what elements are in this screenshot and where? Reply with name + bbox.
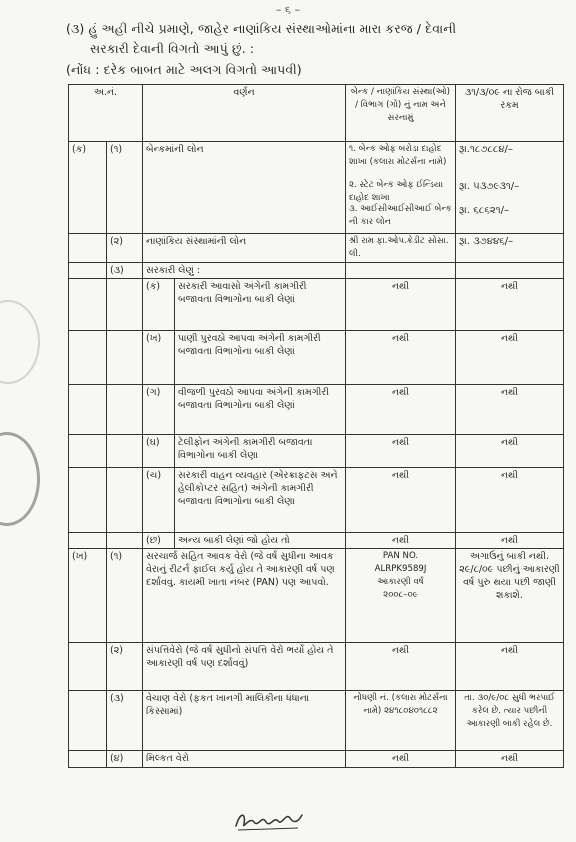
row-institution: શ્રી રામ ફા.ઓપ.ક્રેડીટ સોસા. લી. <box>346 234 456 263</box>
row-letter: (ખ) <box>143 331 175 385</box>
bank-entry-2: ૨. સ્ટેટ બેન્ક ઓફ ઈન્ડિયા દાહોદ શાખા <box>349 180 444 203</box>
row-description: સરકારી લેણું : <box>143 263 346 279</box>
table-row <box>69 142 564 234</box>
row-description: સરચાર્જ સહિત આવક વેરો (જે વર્ષ સુધીના આવક વેરાનું રીટર્ન ફાઈલ કર્યુ હોય તે આકારણી વર્ષ પણ દર્શાવવુ. કાયમી ખાતા નંબર (PAN) પણ આપવો. <box>143 549 346 643</box>
bank-amount-3: રૂા. ૬૮૬૨૧/– <box>459 205 509 216</box>
row-letter: (ચ) <box>143 468 175 533</box>
table-row <box>69 385 564 435</box>
row-letter: (ગ) <box>143 385 175 435</box>
row-institution: નોંધણી નં. (કલારા મોટર્સના નામે) ૨૪૧૮૦૪૦૧૮૮૨ <box>346 691 456 751</box>
row-description: ટેલીફોન અંગેની કામગીરી બજાવતા વિભાગોના બાકી લેણા <box>175 435 346 468</box>
row-letter: (છ) <box>143 533 175 549</box>
section-note: (નોંધ : દરેક બાબત માટે અલગ વિગતો આપવી) <box>66 62 302 77</box>
row-description: સરકારી વાહન વ્યવહાર (એરક્રાફટસ અને હેલીકોપ્ટર સહિત) અંગેની કામગીરી બજાવતા વિભાગોના બાકી લેણા <box>175 468 346 533</box>
row-balance <box>456 142 564 234</box>
row-description: મિલ્કત વેરો <box>143 751 346 768</box>
row-number: (૨) <box>107 643 143 691</box>
row-description: પાણી પુરવઠો આપવા અંગેની કામગીરી બજાવતા વિભાગોના બાકી લેણાં <box>175 331 346 385</box>
row-description: નાણાંકિય સંસ્થામાંની લોન <box>143 234 346 263</box>
row-balance: રૂા. ૩૭૪૪૬/– <box>456 234 564 263</box>
header-description: વર્ણન <box>143 85 346 142</box>
row-description: વેચાણ વેરો (ફકત ખાનગી માલિકીના ધંધાના કિસ્સામાં) <box>143 691 346 751</box>
table-row <box>69 643 564 691</box>
row-number: (૧) <box>107 142 143 234</box>
row-letter: (ક) <box>143 279 175 331</box>
bank-amount-1: રૂા.૧૮૭૮૮૪/– <box>459 144 513 155</box>
table-row <box>69 468 564 533</box>
bank-entry-1: ૧. બેન્ક ઓફ બરોડા દાહોદ શાખા (કલારા મોટર્સના નામે) <box>349 144 447 167</box>
table-row <box>69 533 564 549</box>
row-institution: નથી <box>346 435 456 468</box>
bank-amount-2: રૂા. ૫૩૭૯૩૧/– <box>459 181 520 192</box>
row-letter: (ઘ) <box>143 435 175 468</box>
row-institution: નથી <box>346 331 456 385</box>
seal-mark <box>0 432 40 526</box>
assessment-year: ૨૦૦૮–૦૯ <box>383 590 418 600</box>
table-row <box>69 691 564 751</box>
section-heading-line1: (૩) હું અહી નીચે પ્રમાણે, જાહેર નાણાંકિય સંસ્થાઓમાંના મારા કરજ / દેવાની <box>66 21 457 36</box>
row-balance: નથી <box>456 533 564 549</box>
liabilities-table <box>68 84 564 768</box>
row-balance: નથી <box>456 279 564 331</box>
pan-label: PAN NO. <box>382 551 419 561</box>
table-row <box>69 549 564 643</box>
row-institution: નથી <box>346 643 456 691</box>
row-description: અન્ય બાકી લેણાં જો હોય તો <box>175 533 346 549</box>
header-sr: અ.નં. <box>69 85 143 142</box>
table-row <box>69 331 564 385</box>
row-balance: તા. ૩૦/૯/૦૮ સુધી ભરપાઈ કરેલ છે. ત્યાર પછીની આકારણી બાકી રહેલ છે. <box>456 691 564 751</box>
row-institution <box>346 549 456 643</box>
row-description: સરકારી આવાસો અંગેની કામગીરી બજાવતા વિભાગોના બાકી લેણાં <box>175 279 346 331</box>
row-balance: નથી <box>456 468 564 533</box>
table-row <box>69 234 564 263</box>
row-description: સંપત્તિવેરો (જે વર્ષ સુધીનો સંપત્તિ વેરો ભર્યો હોય તે આકારણી વર્ષ પણ દર્શાવવું) <box>143 643 346 691</box>
row-number: (૧) <box>107 549 143 643</box>
row-description: બેન્કમાંની લોન <box>143 142 346 234</box>
header-institution: બેન્ક / નાણાંકિય સંસ્થા(ઓ) / વિભાગ (ગો) નું નામ અને સરનામું <box>346 85 456 142</box>
bank-entry-3: ૩. આઈસીઆઈસીઆઈ બેન્ક ની કાર લોન <box>349 204 452 227</box>
table-row <box>69 263 564 279</box>
row-number: (૨) <box>107 234 143 263</box>
section-heading-line2: સરકારી દેવાની વિગતો આપું છું. : <box>90 41 255 56</box>
page-number: – ૬ – <box>275 3 301 16</box>
row-description: વીજળી પુરવઠો આપવા અંગેની કામગીરી બજાવતા વિભાગોના બાકી લેણાં <box>175 385 346 435</box>
row-balance: નથી <box>456 643 564 691</box>
row-balance: નથી <box>456 331 564 385</box>
row-balance: નથી <box>456 751 564 768</box>
row-balance: અગાઉનું બાકી નથી. ૨૯/૮/૦૯ પછીનું આકારણી વર્ષ પુરુ થયા પછી જાણી શકાશે. <box>456 549 564 643</box>
signature-image <box>232 806 304 834</box>
row-institution: નથી <box>346 533 456 549</box>
table-row <box>69 751 564 768</box>
row-number: (૩) <box>107 691 143 751</box>
row-letter: (ક) <box>69 142 107 234</box>
table-row <box>69 435 564 468</box>
pan-number: ALRPK9589J <box>374 564 427 574</box>
assessment-year-label: આકારણી વર્ષ <box>377 577 424 587</box>
row-letter: (ખ) <box>69 549 107 643</box>
row-institution: નથી <box>346 751 456 768</box>
stamp-mark <box>0 300 40 384</box>
row-balance: નથી <box>456 435 564 468</box>
header-balance: ૩૧/૩/૦૯ ના રોજ બાકી રકમ <box>456 85 564 142</box>
row-institution <box>346 142 456 234</box>
row-balance: નથી <box>456 385 564 435</box>
row-number: (૪) <box>107 751 143 768</box>
table-row <box>69 279 564 331</box>
row-institution: નથી <box>346 385 456 435</box>
row-number: (૩) <box>107 263 143 279</box>
row-institution: નથી <box>346 468 456 533</box>
table-header-row <box>69 85 564 142</box>
row-institution: નથી <box>346 279 456 331</box>
